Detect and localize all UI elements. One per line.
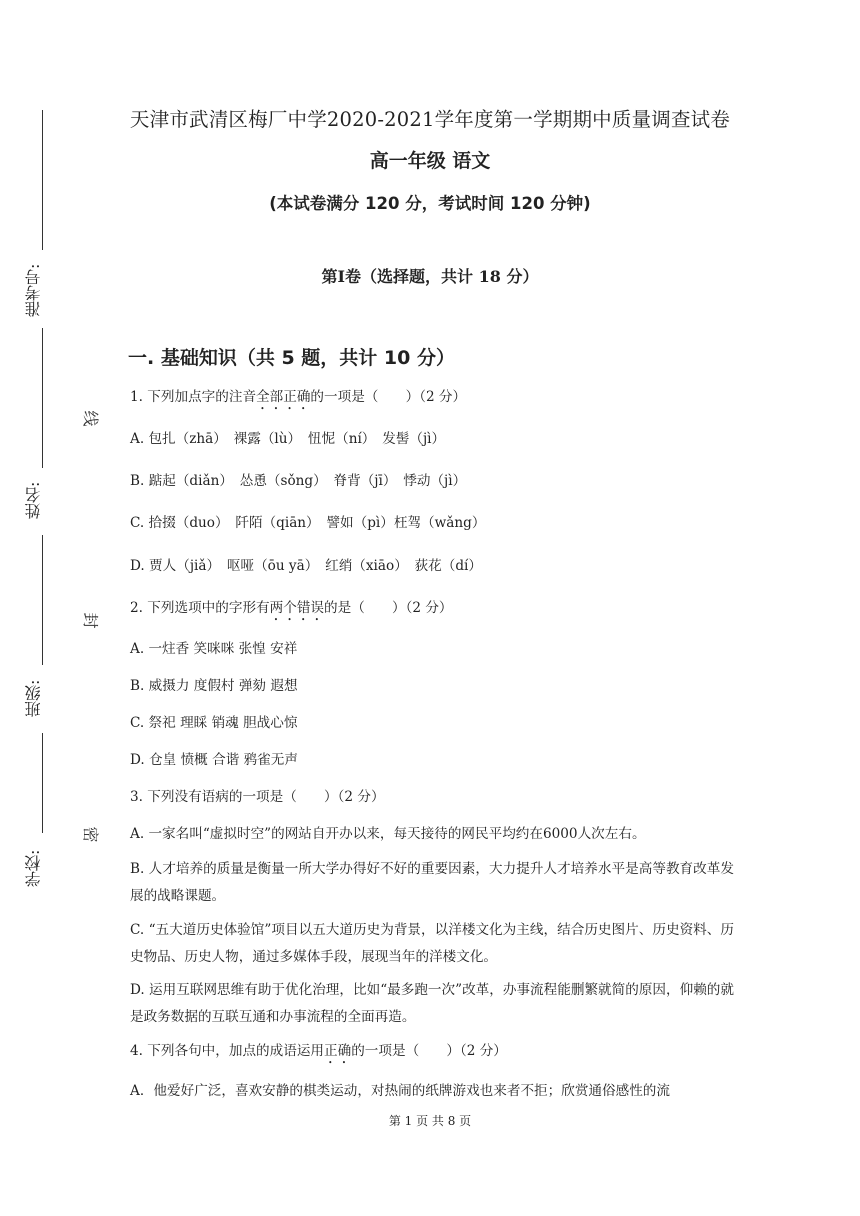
emphasis-text: 正确 <box>324 1043 352 1059</box>
question-1-option-b: B. 踮起（diǎn） 怂恿（sǒng） 脊背（jī） 悸动（jì） <box>130 473 467 489</box>
question-stem-text: 的是（ ）（2 分） <box>324 600 453 616</box>
question-4-option-a: A．他爱好广泛，喜欢安静的棋类运动，对热闹的纸牌游戏也来者不拒；欣赏通俗感性的流 <box>130 1083 670 1099</box>
seal-mark: 线 <box>83 408 99 427</box>
question-stem-text: 4. 下列各句中，加点的成语运用 <box>130 1043 325 1059</box>
question-3-option-c: C. “五大道历史体验馆”项目以五大道历史为背景，以洋楼文化为主线，结合历史图片、历史资料、历史物品、历史人物，通过多媒体手段，展现当年的洋楼文化。 <box>130 922 734 965</box>
question-1-option-d: D. 贾人（jiǎ） 呕哑（ōu yā） 红绡（xiāo） 荻花（dí） <box>130 558 482 574</box>
question-2-option-d: D. 仓皇 愤概 合谐 鸦雀无声 <box>130 752 298 768</box>
binding-line <box>42 733 43 833</box>
grade-subject: 高一年级 语文 <box>369 150 491 172</box>
question-3-stem: 3. 下列没有语病的一项是（ ）（2 分） <box>130 789 385 805</box>
question-3-option-d: D. 运用互联网思维有助于优化治理，比如“最多跑一次”改革，办事流程能删繁就简的原因，仰赖的就是政务数据的互联互通和办事流程的全面再造。 <box>130 982 734 1025</box>
question-2-option-a: A. 一炷香 笑咪咪 张惶 安祥 <box>130 641 298 657</box>
question-2-stem <box>130 599 734 624</box>
question-stem-text: 1. 下列加点字的注音 <box>130 389 257 405</box>
part-heading: 第Ⅰ卷（选择题，共计 18 分） <box>321 267 539 286</box>
emphasis-text: 两个错误 <box>269 600 325 616</box>
question-1-option-c: C. 拾掇（duo） 阡陌（qiān） 譬如（pì）枉驾（wǎng） <box>130 515 486 531</box>
school-label: 学校: <box>24 849 43 887</box>
question-3-option-a: A. 一家名叫“虚拟时空”的网站自开办以来，每天接待的网民平均约在6000人次左右。 <box>130 826 646 842</box>
question-2-option-c: C. 祭祀 理睬 销魂 胆战心惊 <box>130 715 298 731</box>
page-footer: 第 1 页 共 8 页 <box>388 1114 472 1128</box>
question-stem-text: 的一项是（ ）（2 分） <box>351 1043 507 1059</box>
question-stem-text: 的一项是（ ）（2 分） <box>310 389 467 405</box>
class-label: 班级: <box>24 679 43 717</box>
seal-mark: 密 <box>83 824 99 843</box>
emphasis-text: 全部正确 <box>256 389 311 405</box>
binding-line <box>42 328 43 468</box>
exam-note: (本试卷满分 120 分，考试时间 120 分钟) <box>269 194 591 213</box>
question-1-stem <box>130 388 734 413</box>
exam-title: 天津市武清区梅厂中学2020-2021学年度第一学期期中质量调查试卷 <box>129 108 731 131</box>
question-1-option-a: A. 包扎（zhā） 裸露（lù） 忸怩（ní） 发髻（jì） <box>130 431 446 447</box>
exam-number-label: 准考号: <box>24 263 43 317</box>
question-4-stem <box>130 1042 734 1067</box>
section-heading: 一. 基础知识（共 5 题，共计 10 分） <box>128 347 455 369</box>
seal-mark: 封 <box>83 610 99 629</box>
question-3-option-b: B. 人才培养的质量是衡量一所大学办得好不好的重要因素，大力提升人才培养水平是高等教育改革发展的战略课题。 <box>130 861 734 904</box>
name-label: 姓名: <box>24 481 43 519</box>
question-stem-text: 2. 下列选项中的字形有 <box>130 600 270 616</box>
question-2-option-b: B. 威摄力 度假村 弹劾 遐想 <box>130 678 298 694</box>
binding-line <box>42 535 43 665</box>
